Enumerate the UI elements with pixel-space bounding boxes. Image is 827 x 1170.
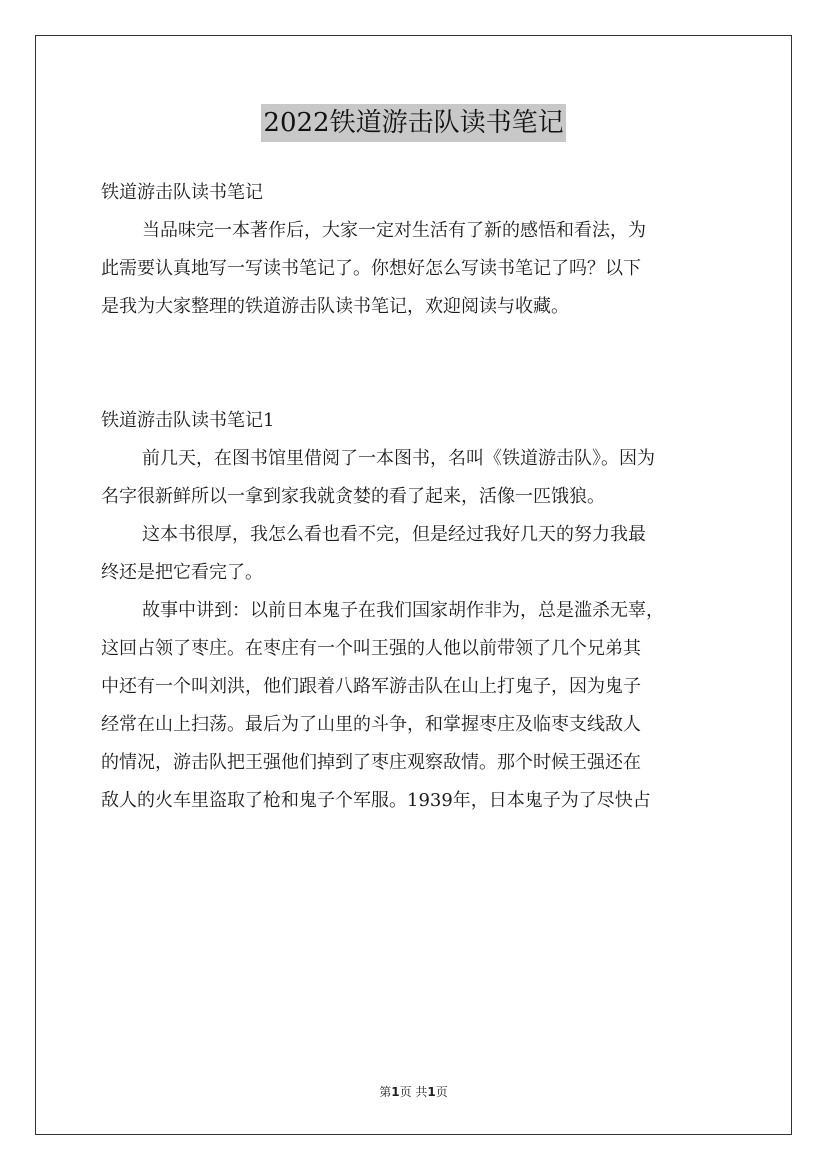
page-footer: [0, 1083, 827, 1100]
paragraph-line: 终还是把它看完了。: [101, 562, 263, 583]
paragraph-line: 敌人的火车里盗取了枪和鬼子个军服。1939年，日本鬼子为了尽快占: [101, 790, 651, 811]
paragraph: [101, 516, 729, 592]
paragraph-line: 故事中讲到：以前日本鬼子在我们国家胡作非为，总是滥杀无辜，: [142, 600, 664, 621]
paragraph: [101, 592, 729, 820]
title-container: [0, 104, 827, 142]
blank-line: [101, 326, 729, 364]
footer-page-number: 1: [391, 1085, 400, 1099]
paragraph-line: 经常在山上扫荡。最后为了山里的斗争，和掌握枣庄及临枣支线敌人: [101, 714, 641, 735]
paragraph-line: 这本书很厚，我怎么看也看不完，但是经过我好几天的努力我最: [142, 524, 646, 545]
paragraph-line: 中还有一个叫刘洪，他们跟着八路军游击队在山上打鬼子，因为鬼子: [101, 676, 641, 697]
footer-prefix: 第: [379, 1085, 392, 1099]
paragraph-line: 此需要认真地写一写读书笔记了。你想好怎么写读书笔记了吗？以下: [101, 258, 641, 279]
paragraph-line: 的情况，游击队把王强他们掉到了枣庄观察敌情。那个时候王强还在: [101, 752, 641, 773]
footer-suffix: 页: [435, 1085, 448, 1099]
paragraph-line: 是我为大家整理的铁道游击队读书笔记，欢迎阅读与收藏。: [101, 296, 569, 317]
footer-mid: 页 共: [399, 1085, 428, 1099]
paragraph-line: 名字很新鲜所以一拿到家我就贪婪的看了起来，活像一匹饿狼。: [101, 486, 605, 507]
paragraph-line: 当品味完一本著作后，大家一定对生活有了新的感悟和看法，为: [142, 220, 646, 241]
intro-paragraph: [101, 212, 729, 326]
paragraph: [101, 440, 729, 516]
section-heading: 铁道游击队读书笔记: [101, 182, 263, 203]
paragraph-line: 前几天，在图书馆里借阅了一本图书，名叫《铁道游击队》。因为: [142, 448, 655, 469]
paragraph-line: 这回占领了枣庄。在枣庄有一个叫王强的人他以前带领了几个兄弟其: [101, 638, 641, 659]
blank-line: [101, 364, 729, 402]
document-body: [101, 174, 729, 820]
footer-total-pages: 1: [427, 1085, 436, 1099]
subheading: 铁道游击队读书笔记1: [101, 410, 275, 431]
document-title: 2022铁道游击队读书笔记: [261, 104, 565, 142]
